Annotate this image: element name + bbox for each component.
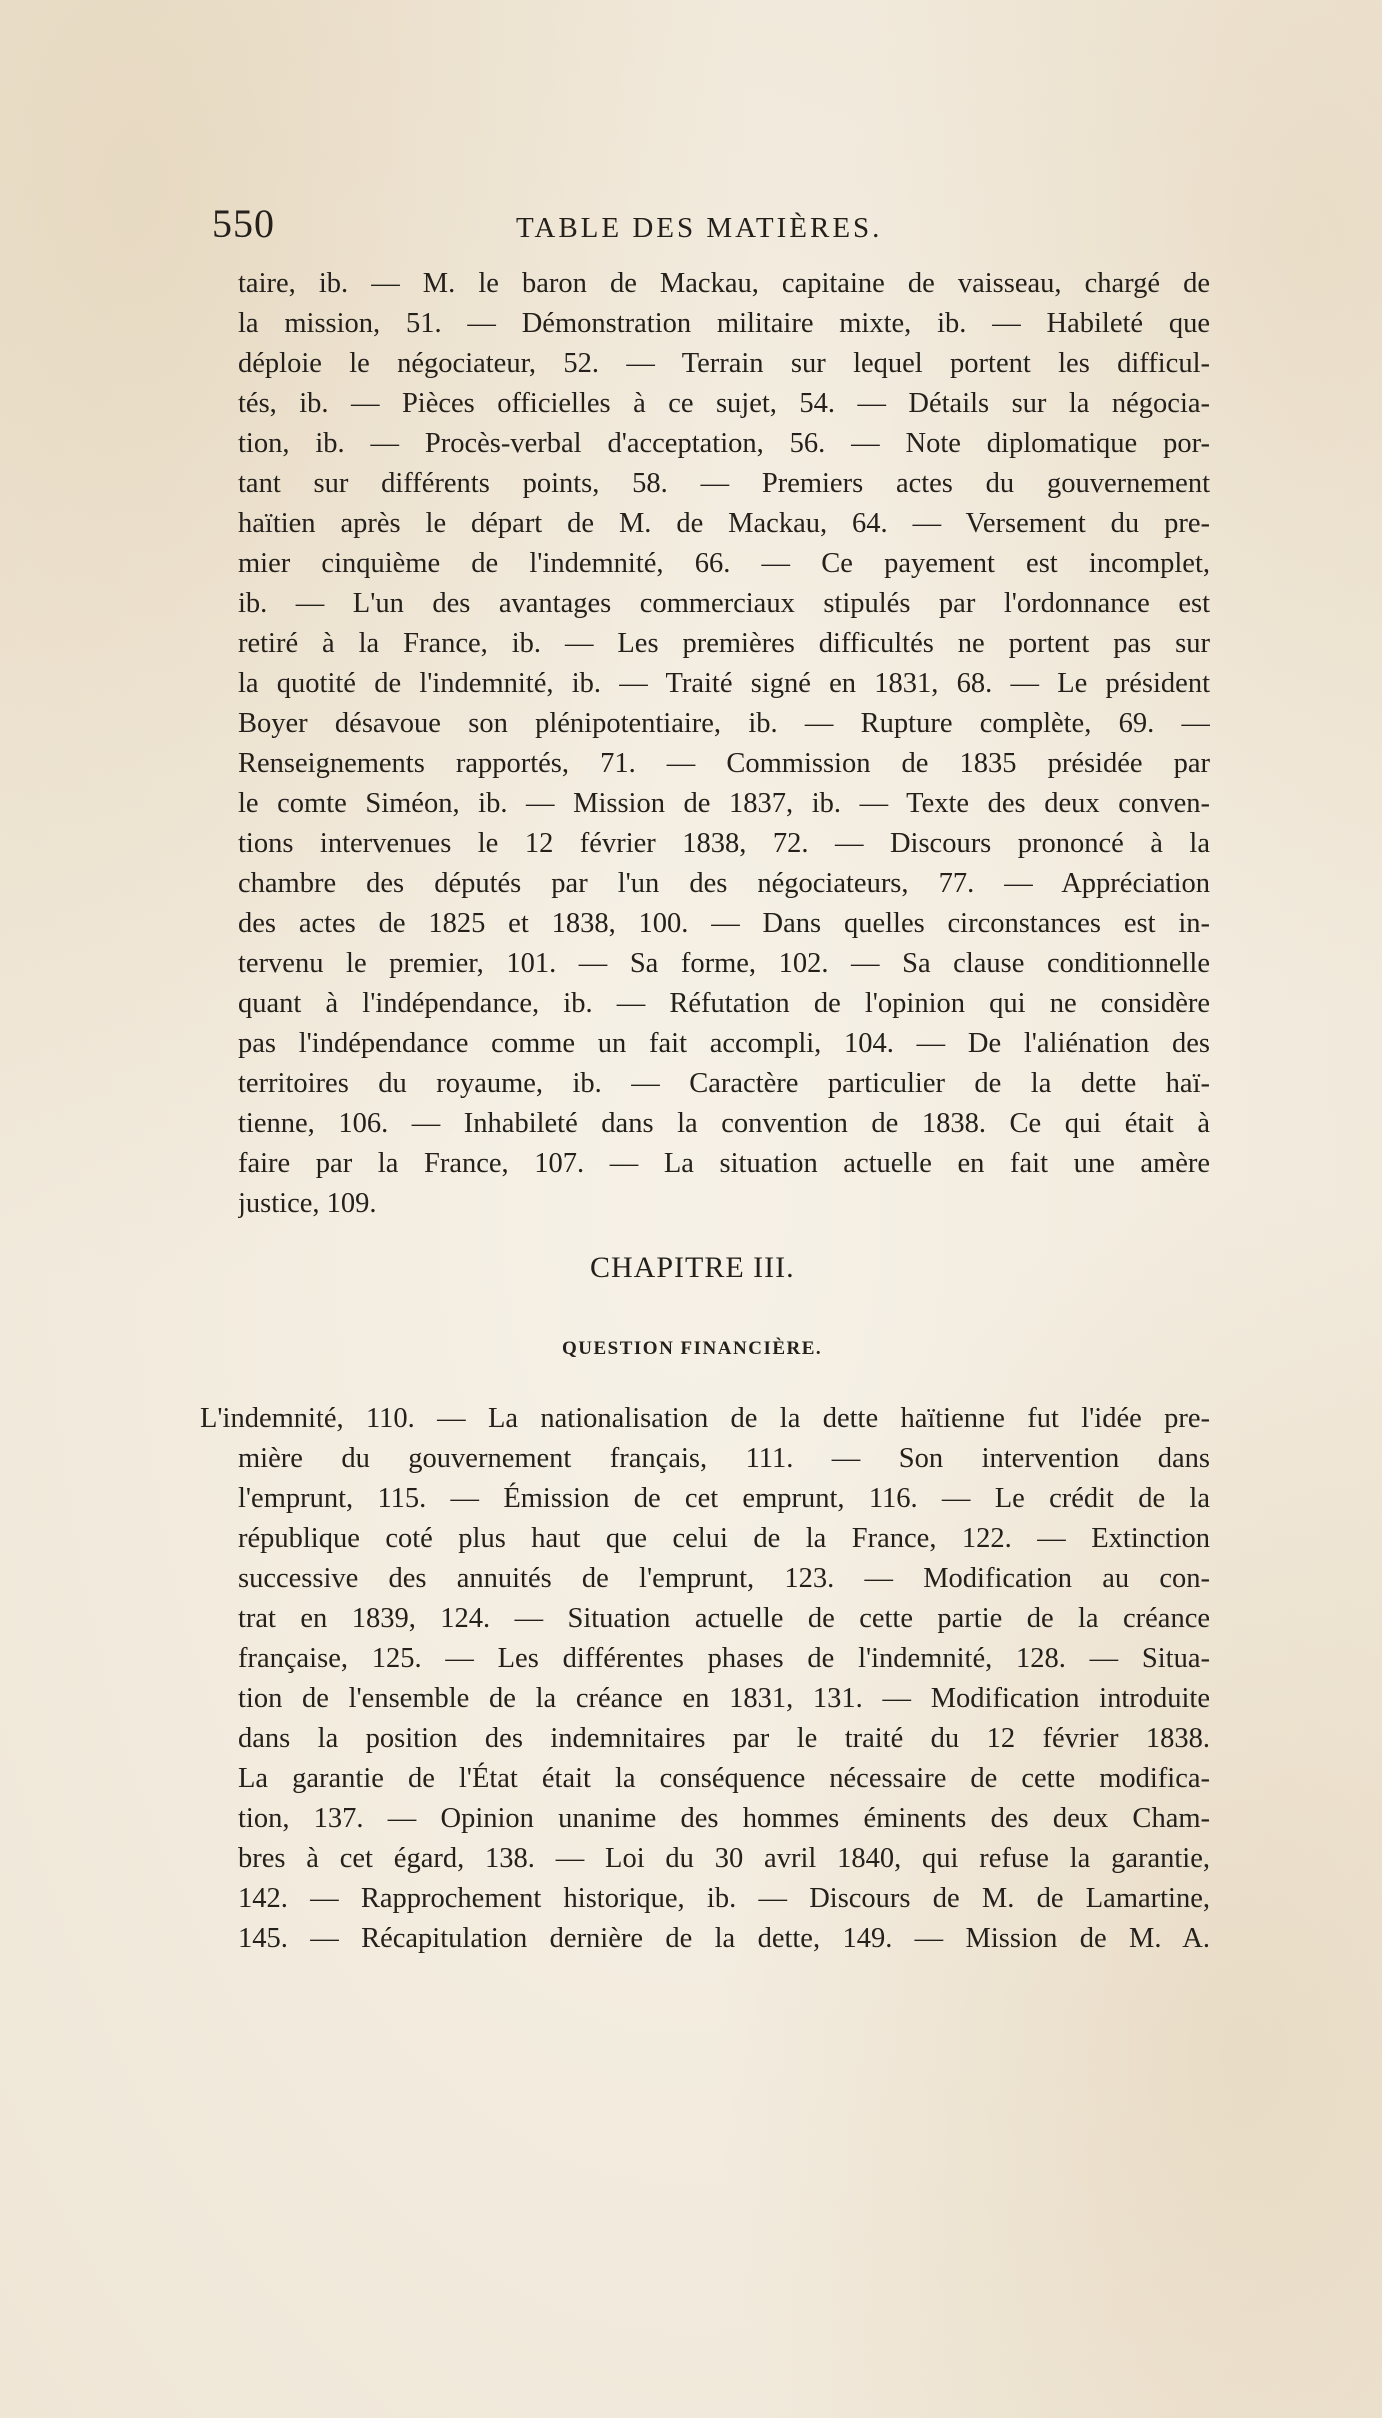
text-line: 145. — Récapitulation dernière de la dette, 149. — Mission de M. A. [238, 1923, 1210, 1954]
text-line: quant à l'indépendance, ib. — Réfutation de l'opinion qui ne considère [238, 988, 1210, 1019]
text-line: Renseignements rapportés, 71. — Commission de 1835 présidée par [238, 748, 1210, 779]
text-line: dans la position des indemnitaires par le traité du 12 février 1838. [238, 1723, 1210, 1754]
text-line: déploie le négociateur, 52. — Terrain sur lequel portent les difficul- [238, 348, 1210, 379]
page-number: 550 [212, 201, 275, 246]
text-line: faire par la France, 107. — La situation actuelle en fait une amère [238, 1148, 1210, 1179]
text-line: bres à cet égard, 138. — Loi du 30 avril 1840, qui refuse la garantie, [238, 1843, 1210, 1874]
paragraph-chapter-ii-continued [238, 264, 1210, 1224]
text-line: mier cinquième de l'indemnité, 66. — Ce payement est incomplet, [238, 548, 1210, 579]
text-line: territoires du royaume, ib. — Caractère particulier de la dette haï- [238, 1068, 1210, 1099]
text-line: Boyer désavoue son plénipotentiaire, ib. — Rupture complète, 69. — [238, 708, 1210, 739]
text-line: ib. — L'un des avantages commerciaux stipulés par l'ordonnance est [238, 588, 1210, 619]
chapter-title: CHAPITRE III. [590, 1251, 795, 1284]
section-title: QUESTION FINANCIÈRE. [562, 1338, 823, 1359]
text-line: 142. — Rapprochement historique, ib. — Discours de M. de Lamartine, [238, 1883, 1210, 1914]
text-line: taire, ib. — M. le baron de Mackau, capitaine de vaisseau, chargé de [238, 268, 1210, 299]
text-line: successive des annuités de l'emprunt, 123. — Modification au con- [238, 1563, 1210, 1594]
text-line: tion, ib. — Procès-verbal d'acceptation, 56. — Note diplomatique por- [238, 428, 1210, 459]
running-head [212, 200, 1212, 250]
text-line: La garantie de l'État était la conséquence nécessaire de cette modifica- [238, 1763, 1210, 1794]
paragraph-chapter-iii [200, 1399, 1210, 1959]
running-title: TABLE DES MATIÈRES. [516, 212, 883, 244]
text-line: tienne, 106. — Inhabileté dans la convention de 1838. Ce qui était à [238, 1108, 1210, 1139]
text-line: justice, 109. [238, 1188, 377, 1219]
text-line: chambre des députés par l'un des négociateurs, 77. — Appréciation [238, 868, 1210, 899]
text-line: retiré à la France, ib. — Les premières difficultés ne portent pas sur [238, 628, 1210, 659]
text-line: tion, 137. — Opinion unanime des hommes éminents des deux Cham- [238, 1803, 1210, 1834]
text-line: trat en 1839, 124. — Situation actuelle de cette partie de la créance [238, 1603, 1210, 1634]
text-line: mière du gouvernement français, 111. — Son intervention dans [238, 1443, 1210, 1474]
text-line: république coté plus haut que celui de la France, 122. — Extinction [238, 1523, 1210, 1554]
text-line: française, 125. — Les différentes phases de l'indemnité, 128. — Situa- [238, 1643, 1210, 1674]
text-line: tions intervenues le 12 février 1838, 72. — Discours prononcé à la [238, 828, 1210, 859]
text-line: des actes de 1825 et 1838, 100. — Dans quelles circonstances est in- [238, 908, 1210, 939]
text-line: le comte Siméon, ib. — Mission de 1837, ib. — Texte des deux conven- [238, 788, 1210, 819]
text-line: haïtien après le départ de M. de Mackau, 64. — Versement du pre- [238, 508, 1210, 539]
text-line: la quotité de l'indemnité, ib. — Traité signé en 1831, 68. — Le président [238, 668, 1210, 699]
text-line: tervenu le premier, 101. — Sa forme, 102. — Sa clause conditionnelle [238, 948, 1210, 979]
text-line: pas l'indépendance comme un fait accompli, 104. — De l'aliénation des [238, 1028, 1210, 1059]
text-line: L'indemnité, 110. — La nationalisation de la dette haïtienne fut l'idée pre- [200, 1403, 1210, 1434]
text-line: tion de l'ensemble de la créance en 1831, 131. — Modification introduite [238, 1683, 1210, 1714]
text-line: la mission, 51. — Démonstration militaire mixte, ib. — Habileté que [238, 308, 1210, 339]
text-line: tant sur différents points, 58. — Premiers actes du gouvernement [238, 468, 1210, 499]
text-line: l'emprunt, 115. — Émission de cet emprunt, 116. — Le crédit de la [238, 1483, 1210, 1514]
text-line: tés, ib. — Pièces officielles à ce sujet, 54. — Détails sur la négocia- [238, 388, 1210, 419]
